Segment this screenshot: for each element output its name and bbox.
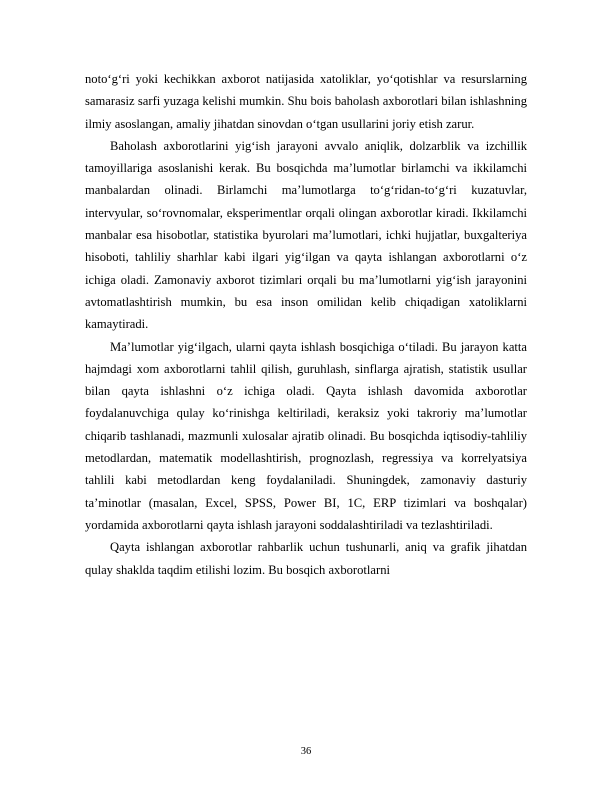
paragraph-data-collection: Baholash axborotlarini yig‘ish jarayoni avvalo aniqlik, dolzarblik va izchillik tamoyillariga asoslanishi kerak. Bu bosqichda ma’lumotlar birlamchi va ikkilamchi manbalardan olinadi. Birlamchi ma’lumotlarga to‘g‘ridan-to‘g‘ri kuzatuvlar, intervyular, so‘rovnomalar, eksperimentlar orqali olingan axborotlar kiradi. Ikkilamchi manbalar esa hisobotlar, statistika byurolari ma’lumotlari, ichki hujjatlar, buxgalteriya hisoboti, tahliliy sharhlar kabi ilgari yig‘ilgan va qayta ishlangan axborotlarni o‘z ichiga oladi. Zamonaviy axborot tizimlari orqali bu ma’lumotlarni yig‘ish jarayonini avtomatlashtirish mumkin, bu esa inson omilidan kelib chiqadigan xatoliklarni kamaytiradi.: [85, 138, 527, 332]
paragraph-data-processing: Ma’lumotlar yig‘ilgach, ularni qayta ishlash bosqichiga o‘tiladi. Bu jarayon katta hajmdagi xom axborotlarni tahlil qilish, guruhlash, sinflarga ajratish, statistik usullar bilan qayta ishlashni o‘z ichiga oladi. Qayta ishlash davomida axborotlar foydalanuvchiga qulay ko‘rinishga keltiriladi, keraksiz yoki takroriy ma’lumotlar chiqarib tashlanadi, mazmunli xulosalar ajratib olinadi. Bu bosqichda iqtisodiy-tahliliy metodlardan, matematik modellashtirish, prognozlash, regressiya va korrelyatsiya tahlili kabi metodlardan keng foydalaniladi. Shuningdek, zamonaviy dasturiy ta’minotlar (masalan, Excel, SPSS, Power BI, 1C, ERP tizimlari va boshqalar) yordamida axborotlarni qayta ishlash jarayoni soddalashtiriladi va tezlashtiriladi.: [85, 339, 527, 532]
body-text: [85, 68, 527, 581]
page-number: 36: [300, 746, 312, 757]
paragraph-continuation: noto‘g‘ri yoki kechikkan axborot natijasida xatoliklar, yo‘qotishlar va resurslarning samarasiz sarfi yuzaga kelishi mumkin. Shu bois baholash axborotlari bilan ishlashning ilmiy asoslangan, amaliy jihatdan sinovdan o‘tgan usullarini joriy etish zarur.: [85, 72, 527, 131]
paragraph-presentation: Qayta ishlangan axborotlar rahbarlik uchun tushunarli, aniq va grafik jihatdan qulay shaklda taqdim etilishi lozim. Bu bosqich axborotlarni: [85, 540, 527, 577]
